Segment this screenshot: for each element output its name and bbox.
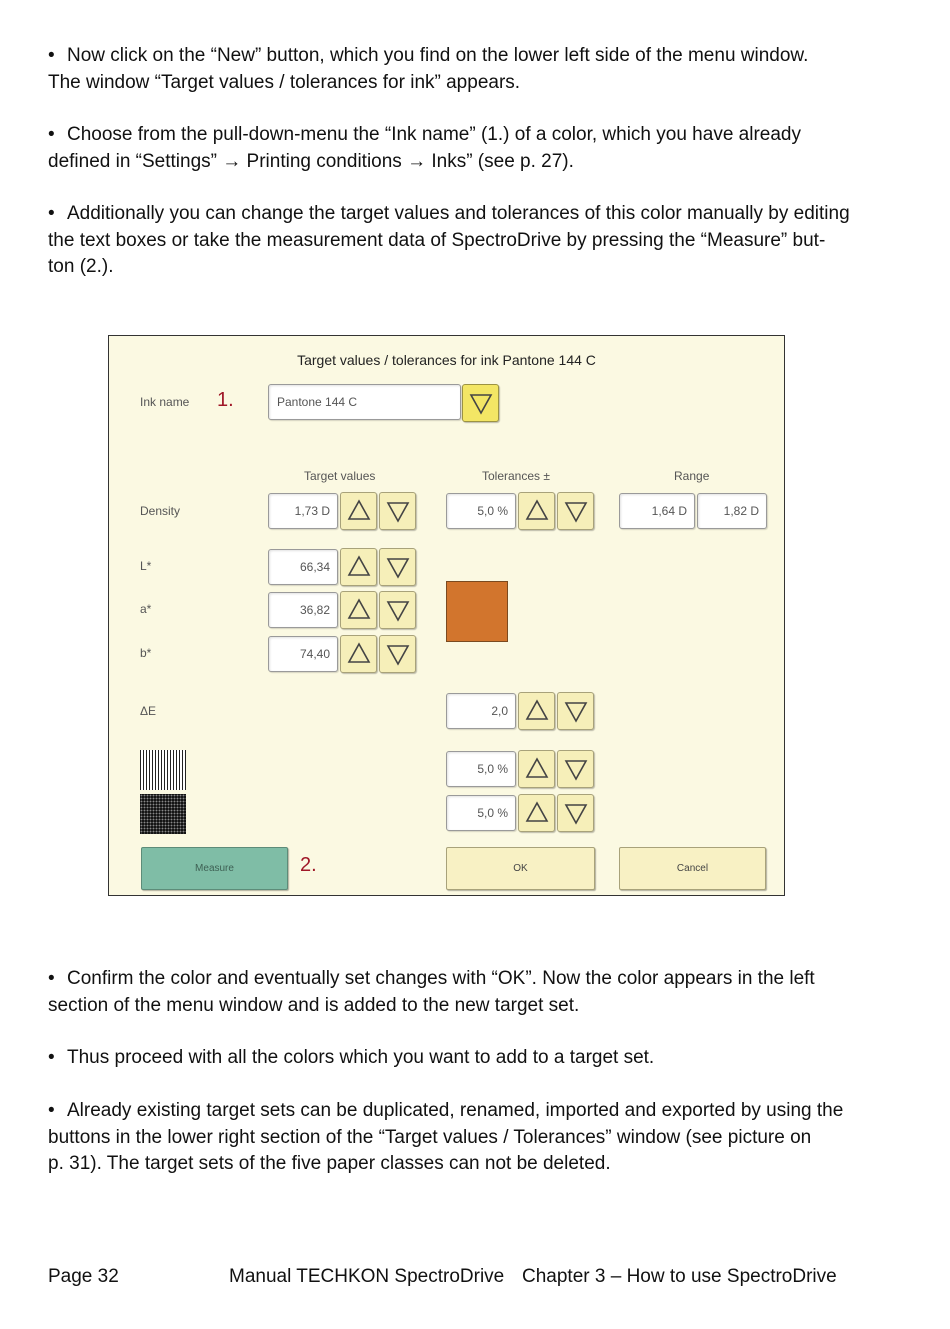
bullet: • — [48, 1047, 55, 1068]
l-star-up-button[interactable] — [340, 548, 377, 586]
paragraph-target-values — [48, 201, 858, 281]
line-pattern-tolerance-field[interactable]: 5,0 % — [446, 751, 516, 787]
paragraph-new-button — [48, 43, 858, 96]
paragraph-line: Now click on the “New” button, which you find on the lower left side of the menu window. — [67, 45, 809, 66]
b-star-field[interactable]: 74,40 — [268, 636, 338, 672]
triangle-up-icon — [524, 698, 550, 724]
chapter-title: Chapter 3 – How to use SpectroDrive — [522, 1266, 837, 1287]
paragraph-line: p. 31). The target sets of the five paper classes can not be deleted. — [48, 1153, 611, 1174]
density-tolerance-field[interactable]: 5,0 % — [446, 493, 516, 529]
marker-1: 1. — [217, 389, 234, 411]
bullet: • — [48, 1100, 55, 1121]
range-min-field[interactable]: 1,64 D — [619, 493, 695, 529]
paragraph-existing-sets — [48, 1098, 858, 1178]
triangle-up-icon — [524, 498, 550, 524]
ink-name-dropdown[interactable]: Pantone 144 C — [268, 384, 461, 420]
bullet: • — [48, 203, 55, 224]
dot-pattern-down-button[interactable] — [557, 794, 594, 832]
a-star-up-button[interactable] — [340, 591, 377, 629]
paragraph-line: ton (2.). — [48, 256, 114, 277]
l-star-field[interactable]: 66,34 — [268, 549, 338, 585]
triangle-up-icon — [524, 756, 550, 782]
triangle-up-icon — [346, 554, 372, 580]
bullet: • — [48, 45, 55, 66]
density-tolerance-down-button[interactable] — [557, 492, 594, 530]
paragraph-line: defined in “Settings” → Printing conditions → Inks” (see p. 27). — [48, 150, 574, 172]
delta-e-down-button[interactable] — [557, 692, 594, 730]
ok-button[interactable]: OK — [446, 847, 595, 890]
l-star-label: L* — [140, 559, 152, 573]
color-swatch — [446, 581, 508, 642]
dot-pattern-tolerance-field[interactable]: 5,0 % — [446, 795, 516, 831]
a-star-label: a* — [140, 602, 152, 616]
target-values-dialog — [108, 335, 785, 896]
paragraph-line: the text boxes or take the measurement data of SpectroDrive by pressing the “Measure” but- — [48, 229, 826, 251]
paragraph-line: section of the menu window and is added to the new target set. — [48, 994, 580, 1016]
tolerances-header: Tolerances ± — [482, 469, 550, 483]
triangle-up-icon — [346, 597, 372, 623]
triangle-down-icon — [563, 698, 589, 724]
page-number: Page 32 — [48, 1266, 119, 1287]
paragraph-line: Choose from the pull-down-menu the “Ink name” (1.) of a color, which you have already — [67, 124, 801, 145]
paragraph-line: buttons in the lower right section of the “Target values / Tolerances” window (see picture on — [48, 1126, 812, 1148]
density-target-down-button[interactable] — [379, 492, 416, 530]
paragraph-line: Additionally you can change the target values and tolerances of this color manually by editing — [67, 203, 850, 224]
paragraph-confirm — [48, 966, 858, 1019]
triangle-down-icon — [563, 756, 589, 782]
delta-e-label: ΔE — [140, 704, 157, 718]
triangle-down-icon — [563, 800, 589, 826]
b-star-up-button[interactable] — [340, 635, 377, 673]
delta-e-tolerance-field[interactable]: 2,0 — [446, 693, 516, 729]
line-pattern-image — [140, 750, 186, 790]
marker-2: 2. — [300, 854, 317, 876]
density-target-field[interactable]: 1,73 D — [268, 493, 338, 529]
paragraph-ink-name — [48, 122, 858, 175]
paragraph-proceed — [48, 1045, 858, 1072]
l-star-down-button[interactable] — [379, 548, 416, 586]
b-star-label: b* — [140, 646, 152, 660]
ink-name-dropdown-button[interactable] — [462, 384, 499, 422]
paragraph-line: Confirm the color and eventually set changes with “OK”. Now the color appears in the left — [67, 968, 815, 989]
delta-e-up-button[interactable] — [518, 692, 555, 730]
ink-name-label: Ink name — [140, 395, 190, 409]
dot-pattern-up-button[interactable] — [518, 794, 555, 832]
triangle-down-icon — [385, 597, 411, 623]
dialog-title: Target values / tolerances for ink Pantone 144 C — [297, 352, 596, 368]
paragraph-line: Thus proceed with all the colors which you want to add to a target set. — [67, 1047, 655, 1068]
triangle-up-icon — [346, 498, 372, 524]
range-header: Range — [674, 469, 710, 483]
measure-button[interactable]: Measure — [141, 847, 288, 890]
bullet: • — [48, 968, 55, 989]
triangle-up-icon — [346, 641, 372, 667]
paragraph-line: Already existing target sets can be duplicated, renamed, imported and exported by using the — [67, 1100, 844, 1121]
dot-pattern-image — [140, 794, 186, 834]
b-star-down-button[interactable] — [379, 635, 416, 673]
density-target-up-button[interactable] — [340, 492, 377, 530]
triangle-down-icon — [563, 498, 589, 524]
triangle-down-icon — [385, 498, 411, 524]
density-label: Density — [140, 504, 181, 518]
paragraph-line: The window “Target values / tolerances for ink” appears. — [48, 71, 521, 93]
triangle-down-icon — [385, 554, 411, 580]
range-max-field[interactable]: 1,82 D — [697, 493, 767, 529]
cancel-button[interactable]: Cancel — [619, 847, 766, 890]
triangle-down-icon — [468, 390, 494, 416]
bullet: • — [48, 124, 55, 145]
line-pattern-up-button[interactable] — [518, 750, 555, 788]
density-tolerance-up-button[interactable] — [518, 492, 555, 530]
line-pattern-down-button[interactable] — [557, 750, 594, 788]
triangle-down-icon — [385, 641, 411, 667]
manual-title: Manual TECHKON SpectroDrive — [229, 1266, 505, 1287]
target-values-header: Target values — [304, 469, 376, 483]
a-star-field[interactable]: 36,82 — [268, 592, 338, 628]
a-star-down-button[interactable] — [379, 591, 416, 629]
triangle-up-icon — [524, 800, 550, 826]
